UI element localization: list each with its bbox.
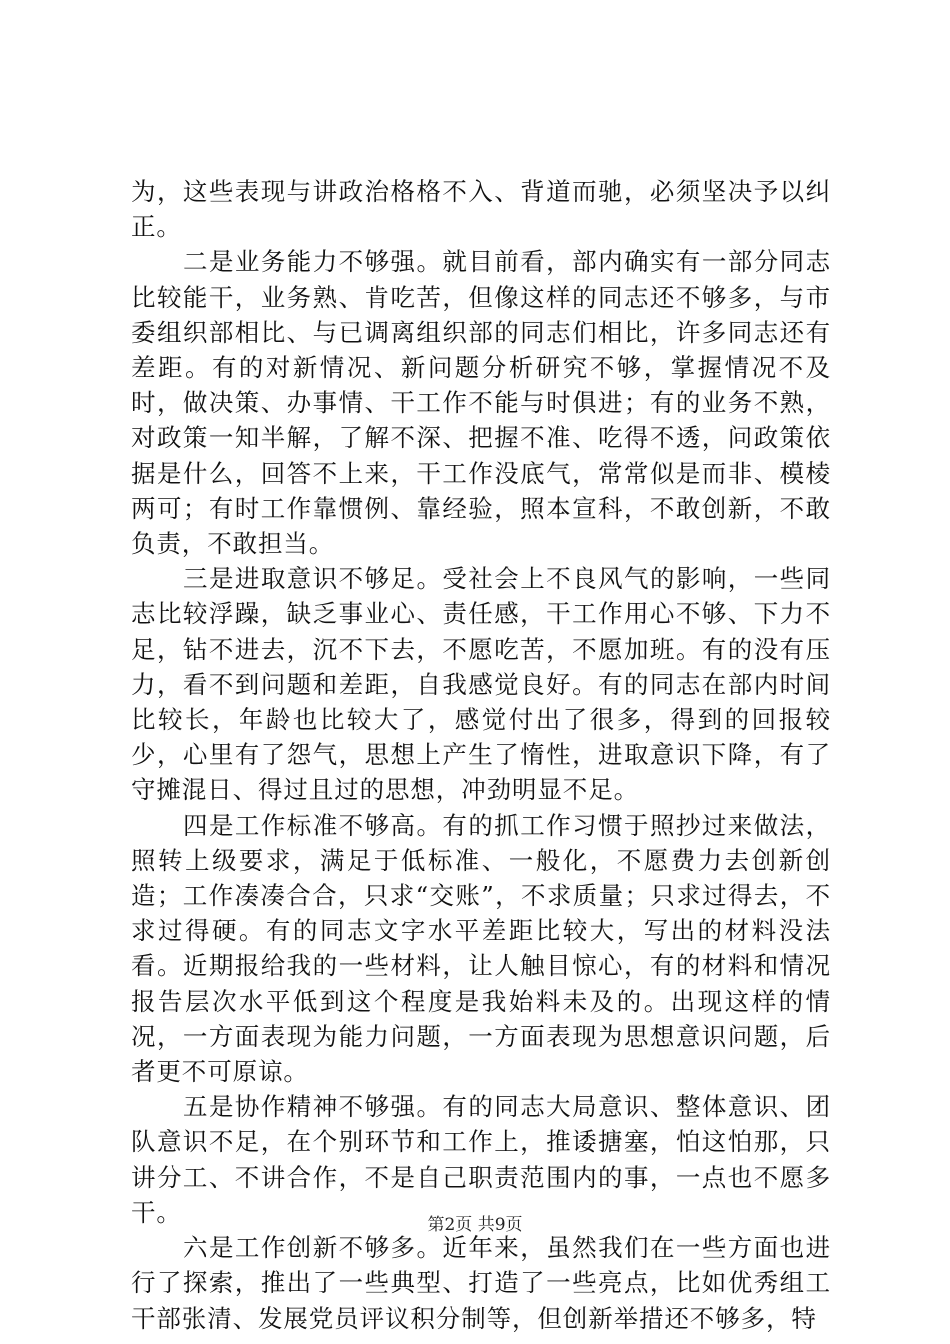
paragraph-business-ability: 二是业务能力不够强。就目前看，部内确实有一部分同志比较能干，业务熟、肯吃苦，但像这样的同志还不够多，与市委组织部相比、与已调离组织部的同志们相比，许多同志还有差距。有的对新情况、新问题分析研究不够，掌握情况不及时，做决策、办事情、干工作不能与时俱进；有的业务不熟，对政策一知半解，了解不深、把握不准、吃得不透，问政策依据是什么，回答不上来，干工作没底气，常常似是而非、模棱两可；有时工作靠惯例、靠经验，照本宣科，不敢创新，不敢负责，不敢担当。 (131, 247, 831, 559)
paragraph-continuation: 为，这些表现与讲政治格格不入、背道而驰，必须坚决予以纠正。 (131, 177, 831, 242)
paragraph-enterprising-spirit: 三是进取意识不够足。受社会上不良风气的影响，一些同志比较浮躁，缺乏事业心、责任感，干工作用心不够、下力不足，钻不进去，沉不下去，不愿吃苦，不愿加班。有的没有压力，看不到问题和差距，自我感觉良好。有的同志在部内时间比较长，年龄也比较大了，感觉付出了很多，得到的回报较少，心里有了怨气，思想上产生了惰性，进取意识下降，有了守摊混日、得过且过的思想，冲劲明显不足。 (131, 564, 831, 805)
page-footer (0, 1214, 950, 1236)
paragraph-innovation: 六是工作创新不够多。近年来，虽然我们在一些方面也进行了探索，推出了一些典型、打造了一些亮点，比如优秀组工干部张清、发展党员评议积分制等，但创新举措还不够多，特 (131, 1233, 831, 1333)
document-body (131, 174, 831, 1336)
paragraph-work-standards: 四是工作标准不够高。有的抓工作习惯于照抄过来做法，照转上级要求，满足于低标准、一般化，不愿费力去创新创造；工作凑凑合合，只求“交账”，不求质量；只求过得去，不求过得硬。有的同志文字水平差距比较大，写出的材料没法看。近期报给我的一些材料，让人触目惊心，有的材料和情况报告层次水平低到这个程度是我始料未及的。出现这样的情况，一方面表现为能力问题，一方面表现为思想意识问题，后者更不可原谅。 (131, 810, 831, 1087)
paragraph-cooperation: 五是协作精神不够强。有的同志大局意识、整体意识、团队意识不足，在个别环节和工作上，推诿搪塞，怕这怕那，只讲分工、不讲合作，不是自己职责范围内的事，一点也不愿多干。 (131, 1092, 831, 1227)
page-number-label: 第2页 共9页 (427, 1215, 523, 1235)
